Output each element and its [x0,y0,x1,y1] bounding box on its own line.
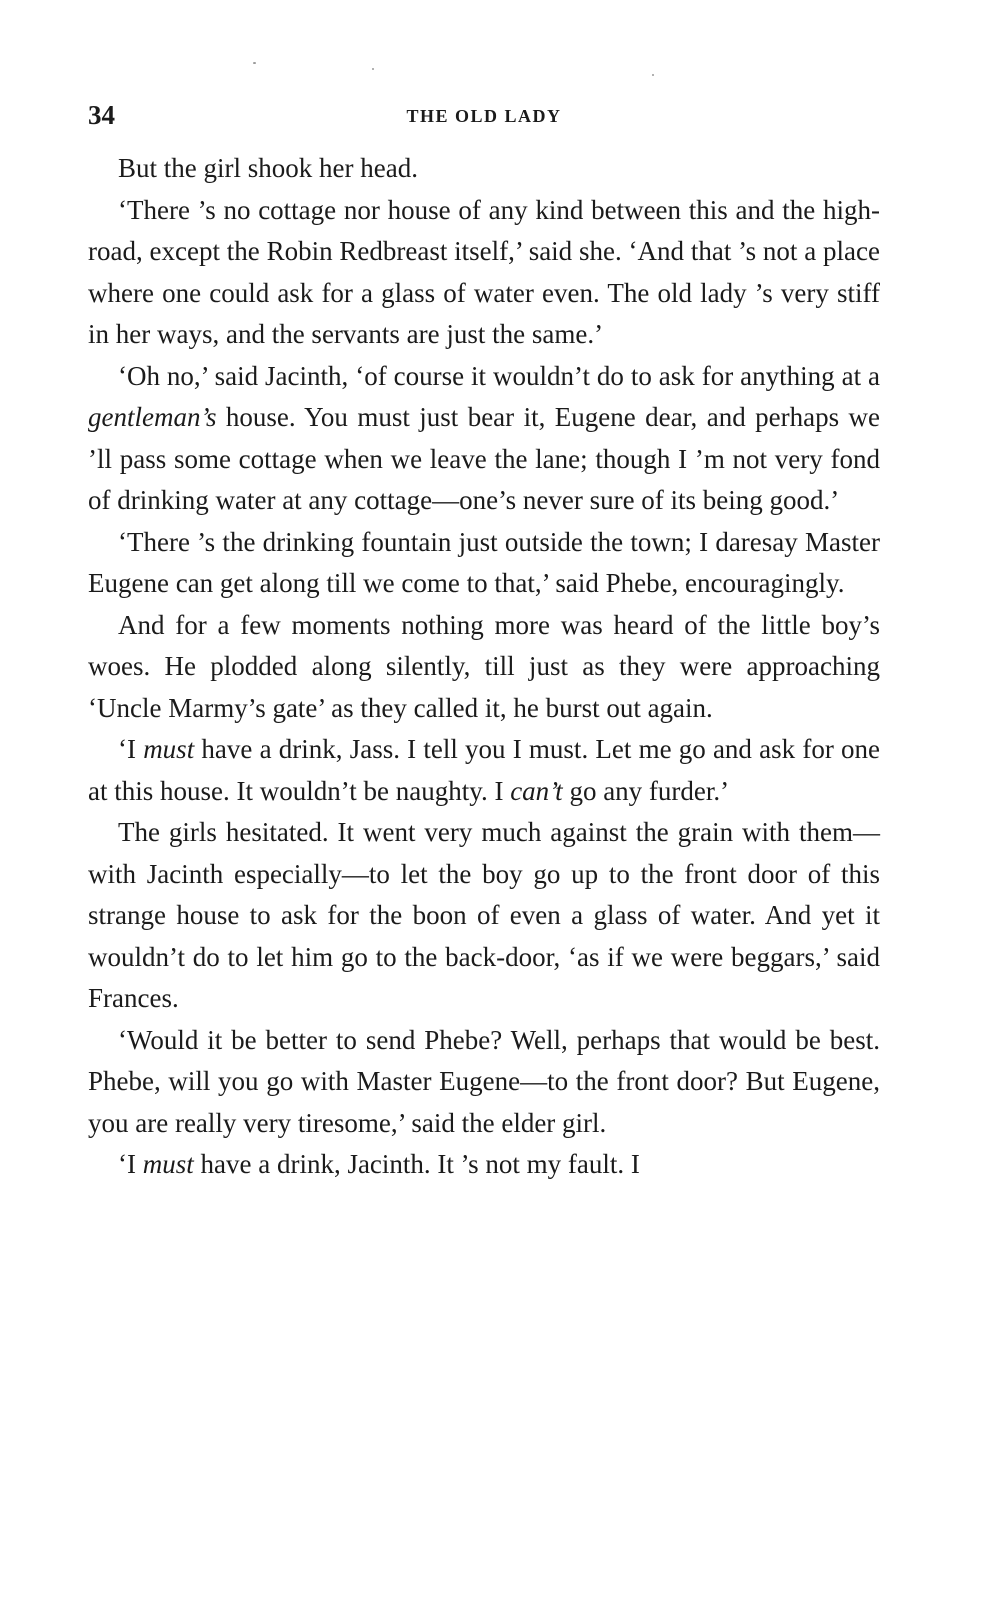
text-run: But the girl shook her head. [118,153,418,183]
italic-word: must [142,1149,194,1179]
paragraph [88,1020,880,1145]
text-run: have a drink, Jass. I tell you I must. Let me go and ask for one at this house. It wouldn’t be naughty. I [88,734,880,806]
text-run: have a drink, Jacinth. It ’s not my fault. I [193,1149,640,1179]
body-text [88,148,880,1186]
italic-word: gentleman’s [88,402,217,432]
paper-speck [253,62,256,64]
paragraph [88,729,880,812]
paragraph [88,522,880,605]
text-run: And for a few moments nothing more was heard of the little boy’s woes. He plodded along silently, till just as they were approaching ‘Uncle Marmy’s gate’ as they called it, he burst out again. [88,609,880,723]
text-run: ‘There ’s no cottage nor house of any kind between this and the high-road, except the Robin Redbreast itself,’ said she. ‘And that ’s not a place where one could ask for a glass of water even. The old lady ’s very stiff in her ways, and the servants are just the same.’ [88,194,880,349]
paper-speck [652,74,654,76]
text-run: ‘There ’s the drinking fountain just outside the town; I daresay Master Eugene can get along till we come to that,’ said Phebe, encouragingly. [88,526,880,598]
paragraph [88,812,880,1020]
running-head [88,100,880,136]
paper-speck [372,68,374,70]
paragraph [88,356,880,522]
paragraph [88,190,880,356]
text-run: house. You must just bear it, Eugene dear, and perhaps we ’ll pass some cottage when we leave the lane; though I ’m not very fond of drinking water at any cottage—one’s never sure of its being good.’ [88,402,880,515]
italic-word: must [143,734,195,764]
running-title: THE OLD LADY [406,106,562,126]
paragraph [88,1144,880,1186]
italic-word: can’t [510,775,563,806]
paragraph [88,148,880,190]
text-run: ‘I [118,734,144,764]
text-run: ‘Oh no,’ said Jacinth, ‘of course it wouldn’t do to ask for anything at a [118,360,880,391]
text-run: ‘Would it be better to send Phebe? Well, perhaps that would be best. Phebe, will you go with Master Eugene—to the front door? But Eugene, you are really very tiresome,’ said the elder girl. [88,1024,880,1138]
text-run: The girls hesitated. It went very much against the grain with them—with Jacinth especially—to let the boy go up to the front door of this strange house to ask for the boon of even a glass of water. And yet it wouldn’t do to let him go to the back-door, ‘as if we were beggars,’ said Frances. [88,817,880,1013]
text-run: go any furder.’ [562,775,730,806]
page-number: 34 [88,100,115,130]
paragraph [88,605,880,730]
text-run: ‘I [118,1149,143,1179]
